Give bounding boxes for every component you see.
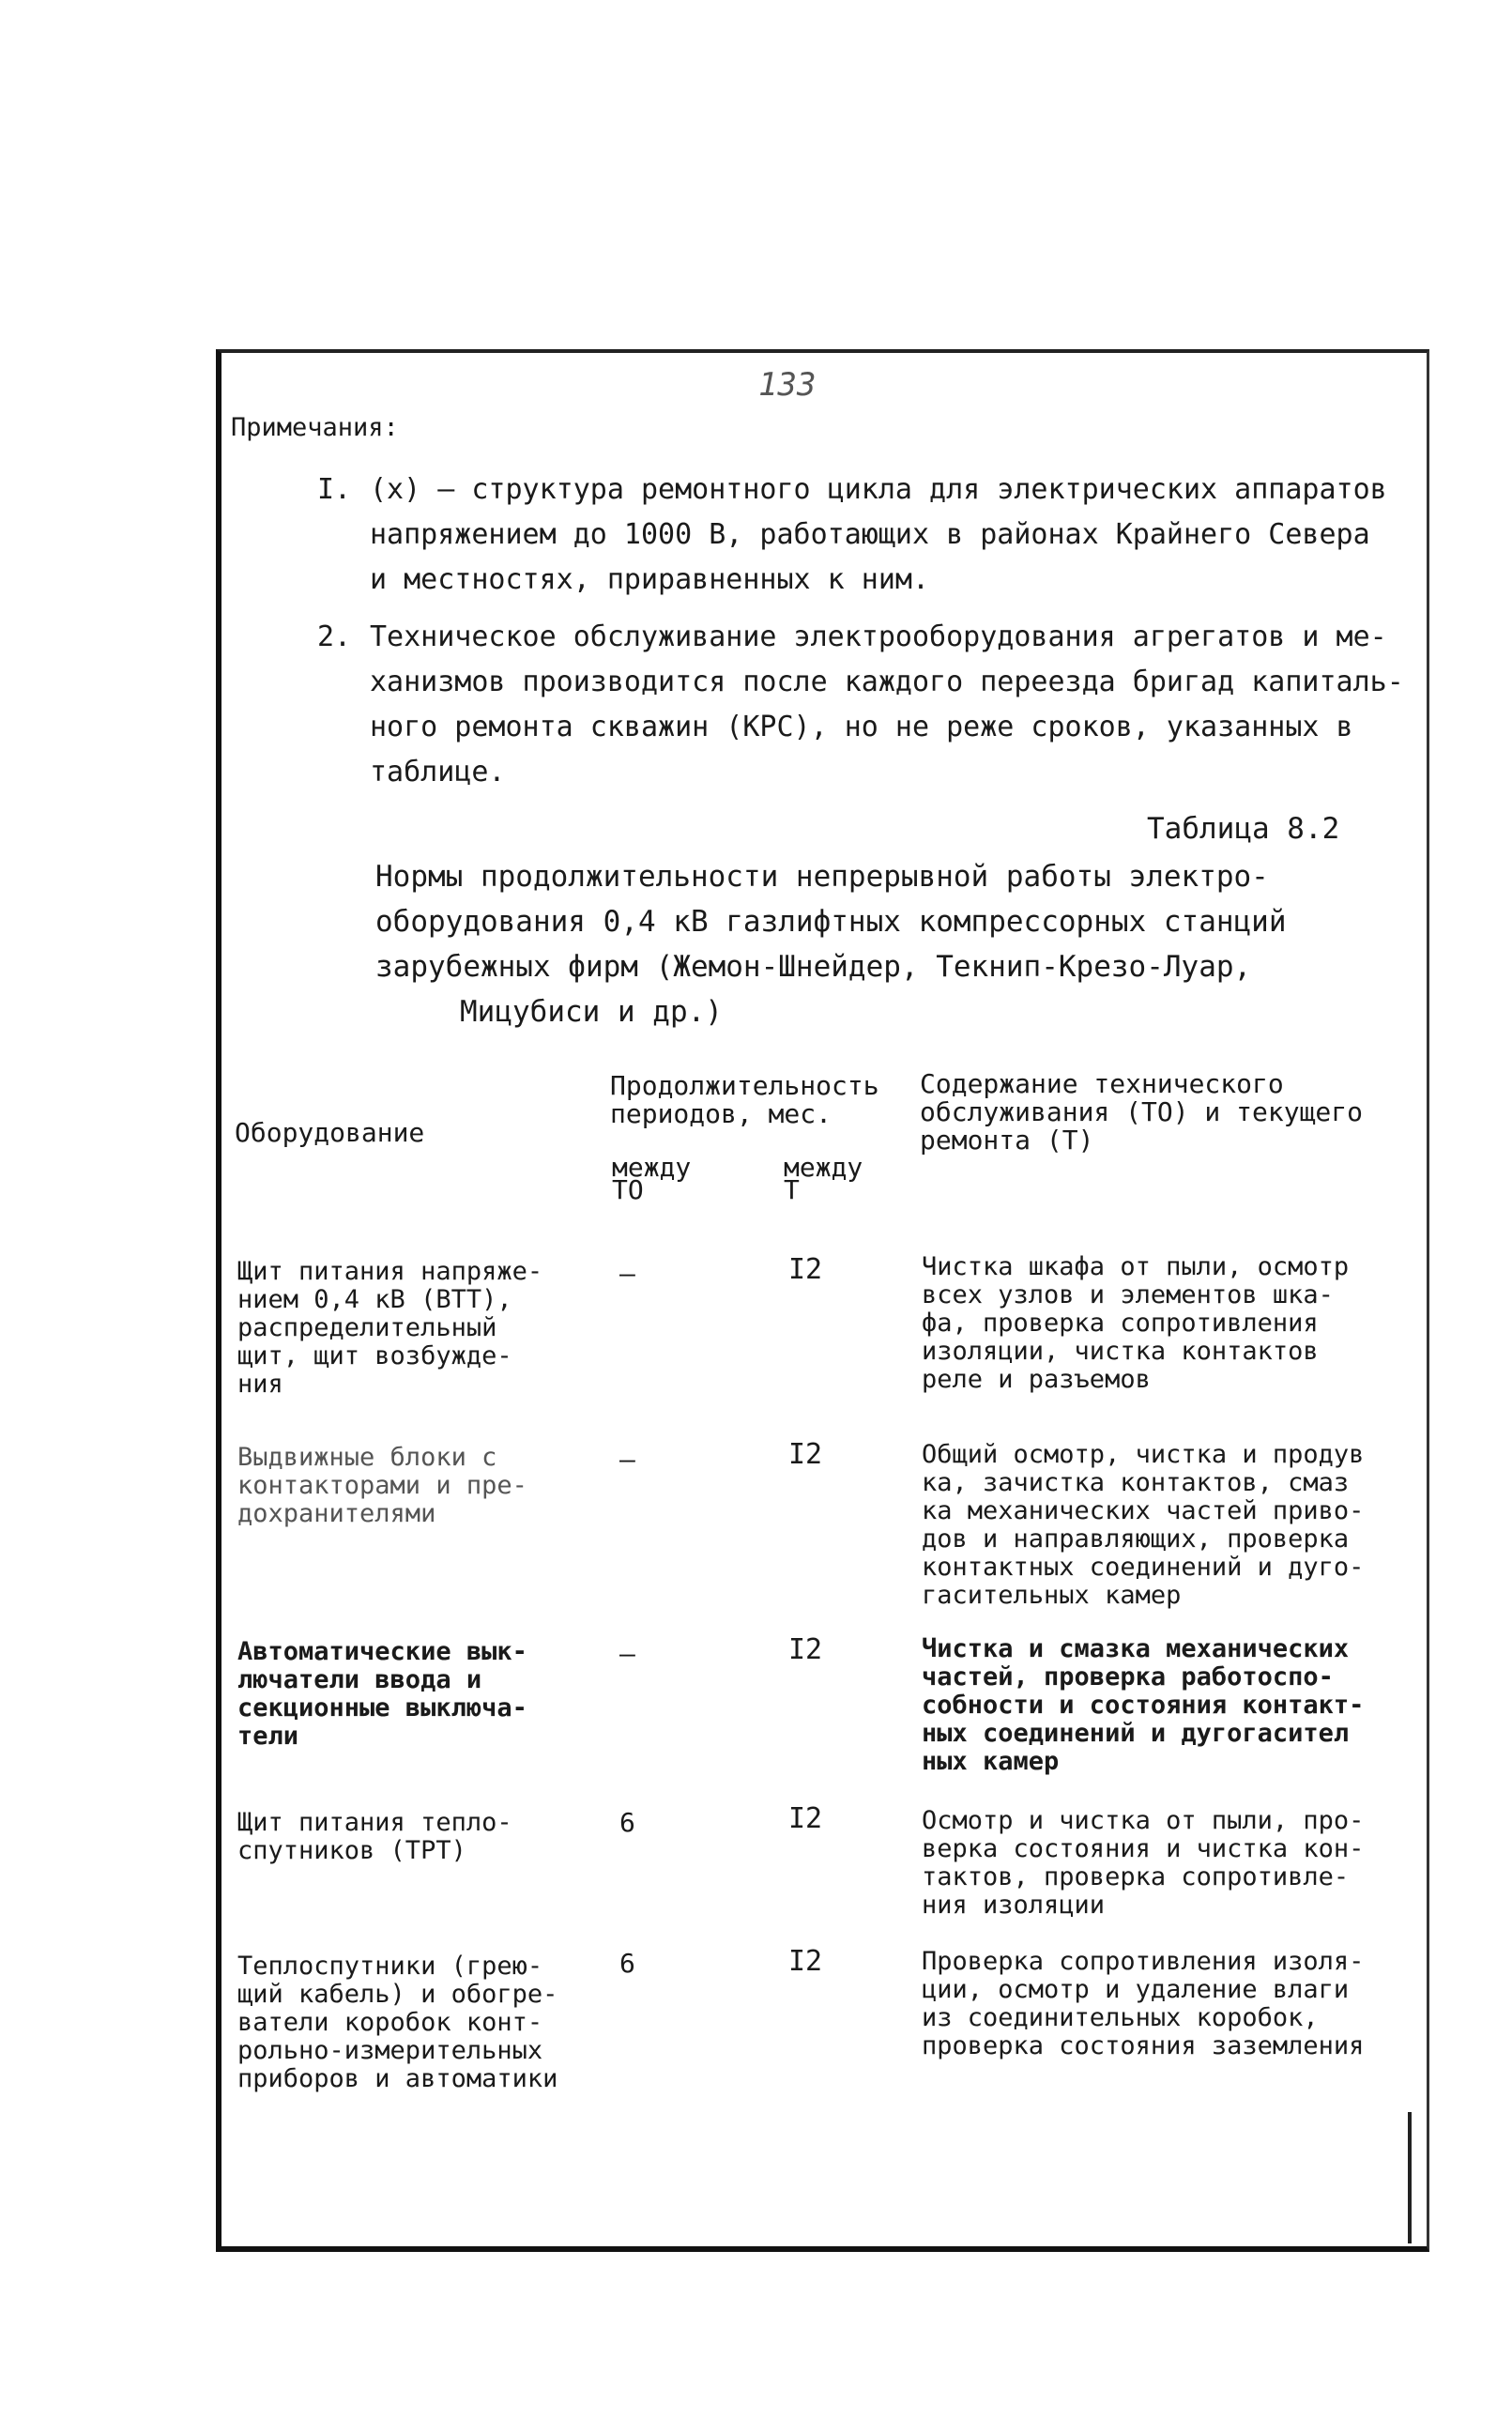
caption-line: Нормы продолжительности непрерывной работы электро- [375, 860, 1269, 894]
note-line: (х) – структура ремонтного цикла для электрических аппаратов [370, 473, 1387, 506]
caption-line: оборудования 0,4 кВ газлифтных компрессорных станций [375, 905, 1287, 939]
table-row-1-to: – [619, 1258, 635, 1289]
table-row-5-t: I2 [788, 1945, 823, 1978]
table-row-1-t: I2 [788, 1253, 823, 1286]
table-caption [375, 854, 1287, 1034]
header-equipment: Оборудование [235, 1117, 425, 1148]
table-row-4-equipment: Щит питания тепло- спутников (ТРТ) [237, 1808, 512, 1865]
note-2 [317, 615, 1404, 803]
header-between-to: между ТО [612, 1152, 692, 1205]
note-number: I. [317, 473, 352, 506]
table-row-2-t: I2 [788, 1438, 823, 1471]
notes-heading: Примечания: [231, 413, 399, 442]
table-row-5-content: Проверка сопротивления изоля- ции, осмотр и удаление влаги из соединительных коробок, проверка состояния заземления [922, 1947, 1365, 2060]
table-row-4-t: I2 [788, 1802, 823, 1835]
header-content: Содержание технического обслуживания (ТО) и текущего ремонта (Т) [920, 1068, 1364, 1156]
table-row-4-content: Осмотр и чистка от пыли, про- верка состояния и чистка кон- тактов, проверка сопротивле- ния изоляции [922, 1806, 1365, 1920]
table-row-3-to: – [619, 1638, 635, 1669]
caption-line: Мицубиси и др.) [460, 995, 723, 1029]
table-row-2-content: Общий осмотр, чистка и продув ка, зачистка контактов, смаз ка механических частей приво- дов и направляющих, проверка контактных соединений и дуго- гасительных камер [922, 1440, 1365, 1610]
header-duration: Продолжительность периодов, мес. [610, 1070, 879, 1129]
table-row-2-to: – [619, 1444, 635, 1475]
note-line: Техническое обслуживание электрооборудования агрегатов и ме- [370, 620, 1387, 653]
table-row-5-equipment: Теплоспутники (грею- щий кабель) и обогре- ватели коробок конт- рольно-измерительных приборов и автоматики [237, 1952, 558, 2093]
note-line: таблице. [370, 756, 506, 788]
table-row-4-to: 6 [619, 1807, 635, 1838]
table-row-1-content: Чистка шкафа от пыли, осмотр всех узлов и элементов шка- фа, проверка сопротивления изоляции, чистка контактов реле и разъемов [922, 1252, 1350, 1394]
table-row-3-content: Чистка и смазка механических частей, проверка работоспо- собности и состояния контакт- ных соединений и дугогасител ных камер [922, 1634, 1365, 1776]
note-line: ного ремонта скважин (КРС), но не реже сроков, указанных в [370, 711, 1353, 743]
table-number: Таблица 8.2 [1147, 812, 1340, 846]
table-row-1-equipment: Щит питания напряже- нием 0,4 кВ (ВТТ), распределительный щит, щит возбужде- ния [237, 1257, 543, 1399]
header-between-t: между Т [784, 1152, 863, 1205]
margin-mark [1408, 2112, 1412, 2243]
note-line: напряжением до 1000 В, работающих в районах Крайнего Севера [370, 518, 1370, 551]
table-row-2-equipment: Выдвижные блоки с контакторами и пре- дохранителями [237, 1443, 527, 1528]
note-1 [317, 467, 1397, 608]
note-line: ханизмов производится после каждого переезда бригад капиталь- [370, 666, 1404, 698]
caption-line: зарубежных фирм (Жемон-Шнейдер, Текнип-Крезо-Луар, [375, 950, 1252, 984]
table-row-3-t: I2 [788, 1633, 823, 1666]
table-row-3-equipment: Автоматические вык- лючатели ввода и секционные выключа- тели [237, 1637, 527, 1751]
page-number: 133 [758, 366, 817, 404]
table-row-5-to: 6 [619, 1948, 635, 1979]
note-number: 2. [317, 620, 352, 653]
note-line: и местностях, приравненных к ним. [370, 563, 930, 596]
